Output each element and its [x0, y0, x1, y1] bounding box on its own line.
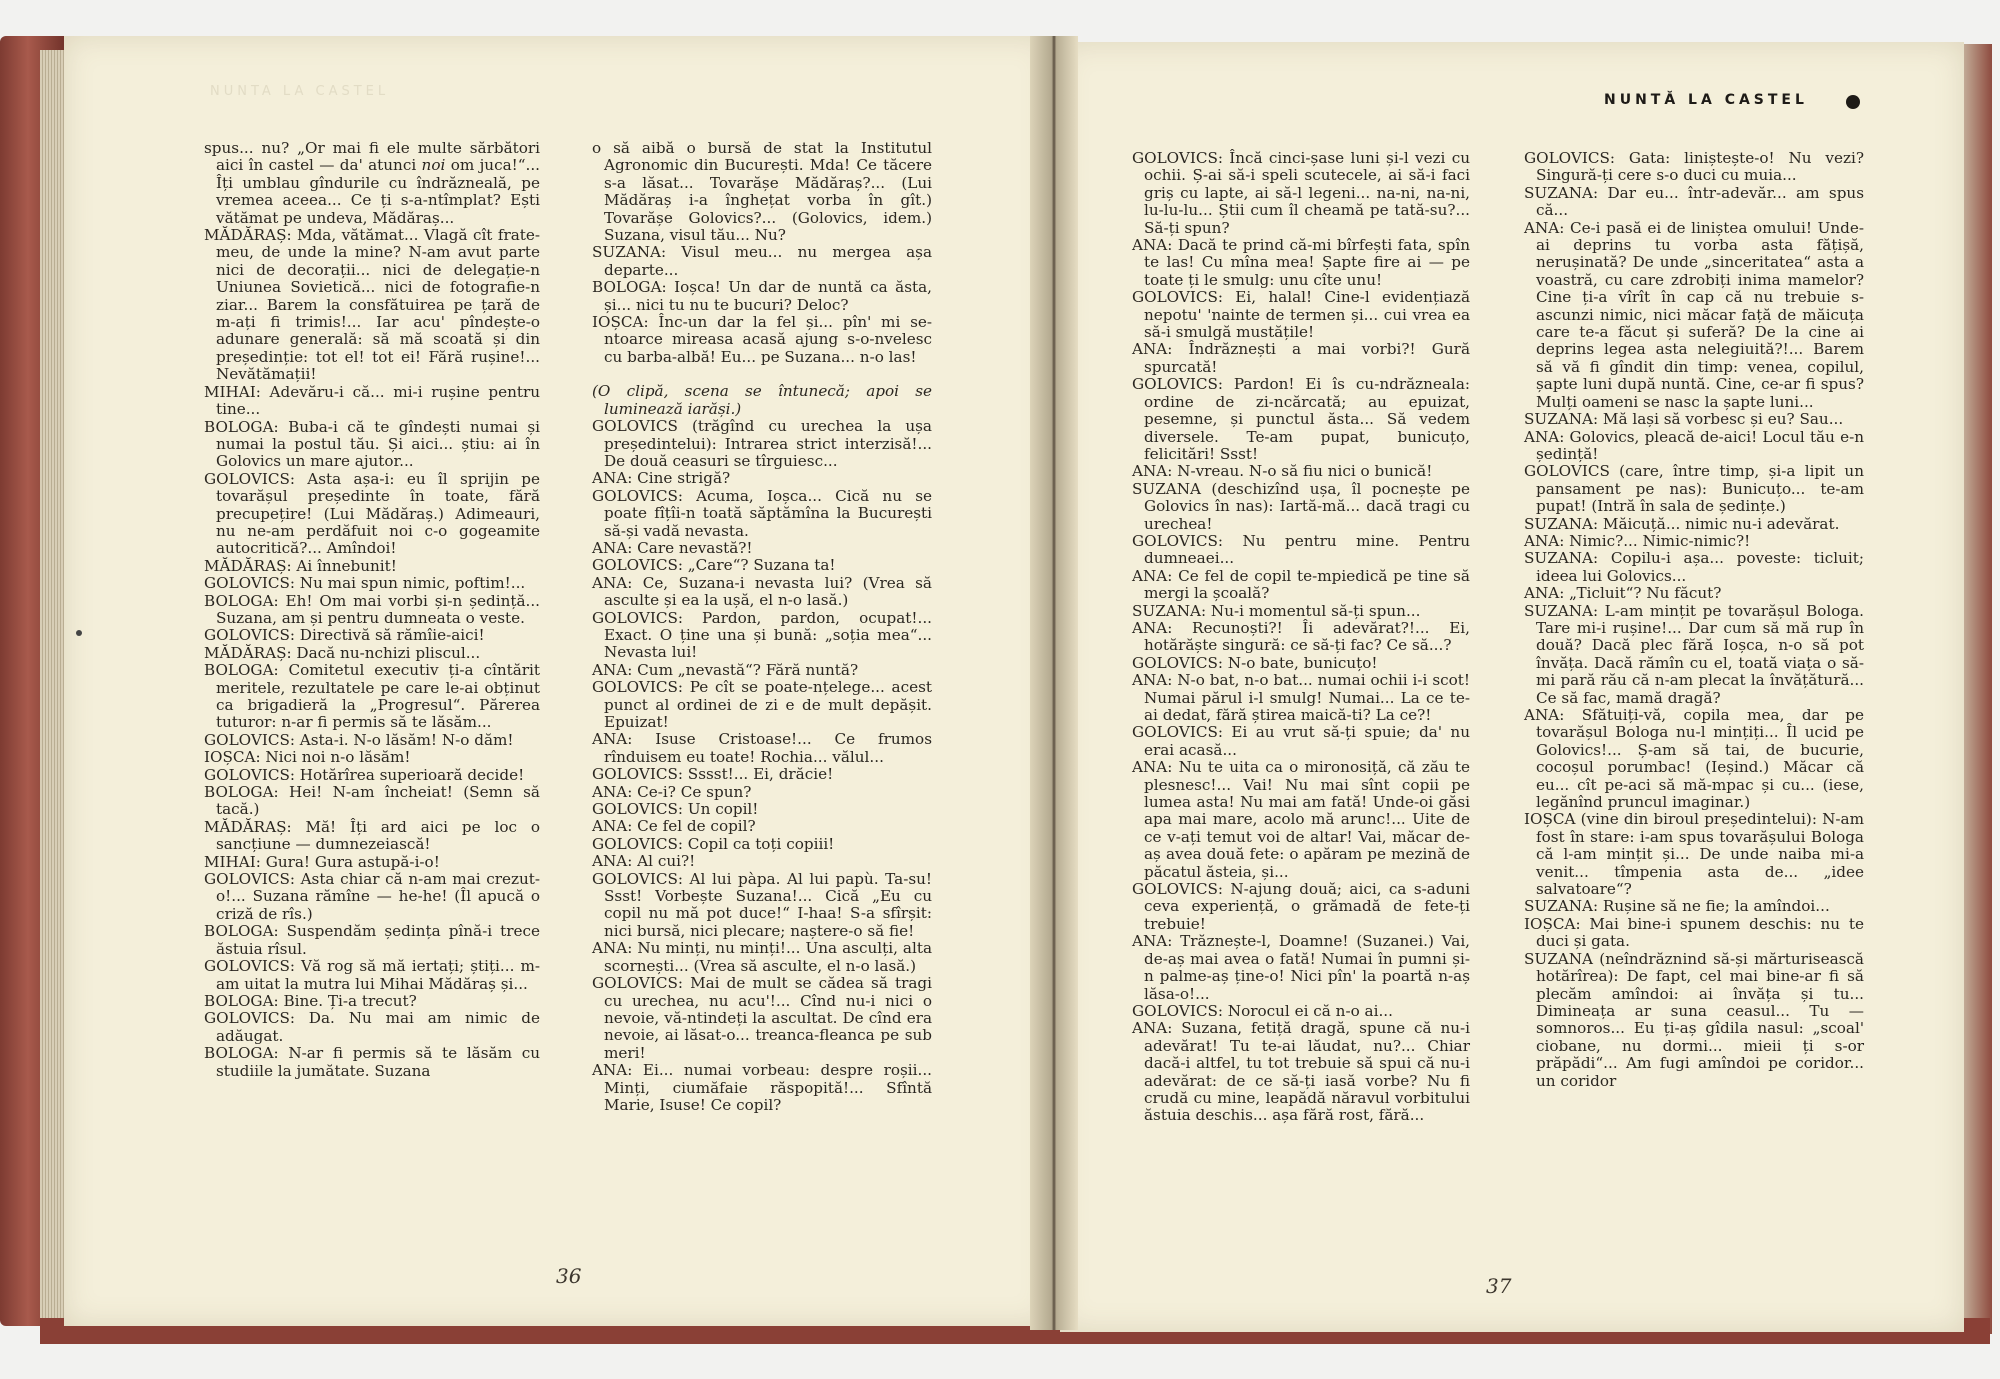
ghost-header: NUNTA LA CASTEL: [210, 84, 390, 99]
dialogue-line: [1132, 603, 1470, 620]
text-run: ANA: Care nevastă?!: [592, 538, 753, 557]
dialogue-line: [592, 575, 932, 610]
text-run: ANA: Ei... numai vorbeau: despre roșii... Minți, ciumăfaie răspopită!... Sfîntă Marie, Isuse! Ce copil?: [592, 1061, 932, 1114]
dialogue-line: [1524, 150, 1864, 185]
text-run: GOLOVICS: N-o bate, bunicuțo!: [1132, 653, 1378, 672]
text-run: ANA: „Ticluit“? Nu făcut?: [1524, 584, 1722, 603]
text-run: IOȘCA (vine din biroul președintelui): N-am fost în stare: i-am spus tovarășului Bologa că l-am mințit și... De unde naiba mi-a venit... tîmpenia asta de... „idee salvatoare“?: [1524, 810, 1864, 899]
dialogue-line: [592, 731, 932, 766]
dialogue-line: [1132, 1003, 1470, 1020]
text-run: GOLOVICS: Asta chiar că n-am mai crezut-o!... Suzana rămîne — he-he! (Îl apucă o criză de rîs.): [204, 870, 540, 923]
text-run: SUZANA: L-am mințit pe tovarășul Bologa. Tare mi-i rușine!... Dar cum să mă rup în două? Dacă plec fără Ioșca, n-o să pot învăța. Dacă rămîn cu el, toată viața o să-mi pară rău că n-am plecat la învățătură... Ce să fac, mamă dragă?: [1524, 601, 1864, 707]
text-run: ANA: N-vreau. N-o să fiu nici o bunică!: [1132, 462, 1433, 481]
dialogue-line: [1132, 533, 1470, 568]
dialogue-line: [1132, 481, 1470, 533]
dialogue-line: [592, 801, 932, 818]
text-run: BOLOGA: Buba-i că te gîndești numai și numai la postul tău. Și aici... știu: ai în Golovics un mare ajutor...: [204, 417, 540, 471]
text-run: o să aibă o bursă de stat la Institutul Agronomic din București. Mda! Ce tăcere s-a lăsat... Tovarășe Mădăraș?... (Lui Mădăraș i-a înghețat vorba în gît.) Tovarășe Golovics?... (Golovics, idem.) Suzana, visul tău... Nu?: [592, 139, 932, 245]
dialogue-line: [1524, 533, 1864, 550]
text-run: SUZANA: Măicuță... nimic nu-i adevărat.: [1524, 514, 1840, 533]
dialogue-line: [1524, 951, 1864, 1090]
running-header: NUNTĂ LA CASTEL: [1604, 92, 1808, 108]
text-run: GOLOVICS: Sssst!... Ei, drăcie!: [592, 765, 834, 784]
text-run: IOȘCA: Mai bine-i spunem deschis: nu te duci și gata.: [1524, 914, 1864, 951]
text-run: ANA: Nu minți, nu minți!... Una asculți, alta scornești... (Vrea să asculte, el n-o lasă.): [592, 939, 932, 975]
text-run: ANA: Ce fel de copil te-mpiedică pe tine să mergi la școală?: [1132, 566, 1470, 603]
text-run: BOLOGA: Eh! Om mai vorbi și-n ședință... Suzana, am și pentru dumneata o veste.: [204, 591, 540, 627]
dialogue-line: [1524, 220, 1864, 411]
dialogue-line: [1132, 620, 1470, 655]
text-run: GOLOVICS: Directivă să rămîie-aici!: [204, 626, 485, 645]
dialogue-line: [592, 871, 932, 941]
dialogue-line: [592, 279, 932, 314]
text-run: BOLOGA: Suspendăm ședința pînă-i trece ăstuia rîsul.: [204, 922, 540, 958]
text-run: GOLOVICS: „Care“? Suzana ta!: [592, 556, 836, 575]
page-mark: [76, 630, 82, 636]
dialogue-line: [204, 471, 540, 558]
dialogue-line: [592, 140, 932, 244]
dialogue-line: [1132, 150, 1470, 237]
text-run: MĂDĂRAȘ: Mă! Îți ard aici pe loc o sancțiune — dumnezeiască!: [204, 817, 540, 854]
dialogue-line: [1132, 759, 1470, 881]
text-run: ANA: Nimic?... Nimic-nimic?!: [1524, 531, 1751, 550]
dialogue-line: [204, 575, 540, 592]
text-run: ANA: Isuse Cristoase!... Ce frumos rînduisem eu toate! Rochia... vălul...: [592, 730, 932, 766]
book-cover-edge: [1960, 44, 1992, 1334]
dialogue-line: [1524, 516, 1864, 533]
dialogue-line: [204, 854, 540, 871]
text-run: IOȘCA: Înc-un dar la fel și... pîn' mi se-ntoarce mireasa acasă ajung s-o-nvelesc cu barba-albă! Eu... pe Suzana... n-o las!: [592, 313, 932, 366]
text-run: GOLOVICS: Încă cinci-șase luni și-l vezi cu ochii. Ș-ai să-i speli scutecele, ai să-i faci griș cu lapte, ai să-l legeni... na-ni, na-ni, lu-lu-lu... Știi cum îl cheamă pe tată-su?... Să-ți spun?: [1132, 149, 1470, 237]
text-run: SUZANA: Dar eu... într-adevăr... am spus că...: [1524, 183, 1864, 220]
dialogue-line: [204, 1045, 540, 1080]
dialogue-line: [592, 679, 932, 731]
dialogue-line: [1524, 811, 1864, 898]
text-run: MĂDĂRAȘ: Ai înnebunit!: [204, 556, 397, 575]
text-run: MĂDĂRAȘ: Mda, vătămat... Vlagă cît frate-meu, de unde la mine? N-am avut parte nici de decorații... nici de delegație-n Uniunea Sovietică... nici de fotografie-n ziar... Barem la consfătuirea pe țară de m-ați fi trimis!... Iar acu' pîndește-o adunare generală: să mă scoată și din președinție: tot el! tot ei! Fără rușine!... Nevătămații!: [204, 226, 540, 384]
page-number-left: 36: [556, 1264, 582, 1288]
text-run: SUZANA: Mă lași să vorbesc și eu? Sau...: [1524, 410, 1844, 429]
text-run: ANA: Ce fel de copil?: [592, 817, 756, 836]
dialogue-line: [592, 940, 932, 975]
dialogue-line: [592, 610, 932, 662]
dialogue-line: [204, 958, 540, 993]
text-run: ANA: Suzana, fetiță dragă, spune că nu-i adevărat! Tu te-ai lăudat, nu?... Chiar dacă-i altfel, tu tot trebuie să spui că nu-i adevărat: de ce să-ți iasă vorbe? Nu fi crudă cu mine, leapădă năravul vorbitului ăstuia deschis... așa fără rost, fără...: [1132, 1019, 1470, 1125]
text-run: BOLOGA: Bine. Ți-a trecut?: [204, 991, 417, 1010]
text-run: GOLOVICS: N-ajung două; aici, ca s-aduni ceva experiență, o grămadă de fete-ți trebuie!: [1132, 880, 1470, 933]
text-run: ANA: Ce, Suzana-i nevasta lui? (Vrea să asculte și ea la ușă, el n-o lasă.): [592, 573, 932, 610]
text-run: ANA: Recunoști?! Îi adevărat?!... Ei, hotărăște singură: ce să-ți fac? Ce să...?: [1132, 618, 1470, 655]
dialogue-line: [1132, 237, 1470, 289]
text-run: ANA: Îndrăznești a mai vorbi?! Gură spurcată!: [1132, 340, 1470, 376]
dialogue-line: [204, 923, 540, 958]
text-run: GOLOVICS: Gata: liniștește-o! Nu vezi? Singură-ți cere s-o duci cu muia...: [1524, 149, 1864, 185]
text-run: MIHAI: Adevăru-i că... mi-i rușine pentru tine...: [204, 382, 540, 419]
text-run: spus... nu? „Or mai fi ele multe sărbători aici în castel — da' atunci: [204, 139, 540, 175]
dialogue-line: [592, 418, 932, 470]
dialogue-line: [1524, 585, 1864, 602]
text-run: GOLOVICS: Nu mai spun nimic, poftim!...: [204, 574, 526, 593]
text-run: ANA: Cum „nevastă“? Fără nuntă?: [592, 660, 859, 679]
text-run: GOLOVICS: Copil ca toți copiii!: [592, 834, 835, 853]
text-run: GOLOVICS: Ei au vrut să-ți spuie; da' nu erai acasă...: [1132, 723, 1470, 759]
dialogue-line: [592, 540, 932, 557]
dialogue-line: [592, 314, 932, 366]
dialogue-line: [1132, 376, 1470, 463]
header-bullet-icon: [1846, 95, 1860, 109]
dialogue-line: [204, 227, 540, 384]
text-run: GOLOVICS (care, între timp, și-a lipit un pansament pe nas): Bunicuțo... te-am pupat! (Intră în sala de ședințe.): [1524, 462, 1864, 516]
text-run: MĂDĂRAȘ: Dacă nu-nchizi pliscul...: [204, 643, 481, 662]
dialogue-line: [204, 627, 540, 644]
dialogue-line: [592, 244, 932, 279]
text-run: GOLOVICS: Da. Nu mai am nimic de adăugat.: [204, 1009, 540, 1045]
dialogue-line: [1524, 463, 1864, 515]
text-run: GOLOVICS: Hotărîrea superioară decide!: [204, 765, 525, 784]
dialogue-line: [1132, 881, 1470, 933]
dialogue-line: [1132, 672, 1470, 724]
dialogue-line: [1524, 185, 1864, 220]
dialogue-line: [1132, 463, 1470, 480]
dialogue-line: [204, 384, 540, 419]
book-gutter: [1030, 36, 1078, 1330]
dialogue-line: [1132, 655, 1470, 672]
text-run: ANA: Cine strigă?: [592, 469, 731, 488]
text-run: GOLOVICS: Pardon, pardon, ocupat!... Exact. O ține una și bună: „soția mea“... Nevasta lui!: [592, 608, 932, 662]
text-run: ANA: N-o bat, n-o bat... numai ochii i-i scot! Numai părul i-l smulg! Numai... La ce te-ai dedat, fără știrea maică-ti? La ce?!: [1132, 671, 1470, 724]
dialogue-line: [1524, 898, 1864, 915]
page-number-right: 37: [1486, 1274, 1512, 1298]
dialogue-line: [1132, 933, 1470, 1003]
dialogue-line: [204, 593, 540, 628]
text-run: IOȘCA: Nici noi n-o lăsăm!: [204, 748, 411, 767]
dialogue-line: [592, 557, 932, 574]
dialogue-line: [204, 749, 540, 766]
dialogue-line: [592, 784, 932, 801]
dialogue-line: [1132, 289, 1470, 341]
text-run: BOLOGA: N-ar fi permis să te lăsăm cu studiile la jumătate. Suzana: [204, 1044, 540, 1080]
dialogue-line: [592, 383, 932, 418]
text-run: BOLOGA: Ioșca! Un dar de nuntă ca ăsta, și... nici tu nu te bucuri? Deloc?: [592, 278, 932, 314]
dialogue-line: [1132, 341, 1470, 376]
dialogue-line: [592, 818, 932, 835]
dialogue-line: [204, 1010, 540, 1045]
dialogue-line: [592, 836, 932, 853]
text-run: BOLOGA: Comitetul executiv ți-a cîntărit meritele, rezultatele pe care le-ai obținut ca brigadieră la „Progresul“. Părerea tuturor: n-ar fi permis să te lăsăm...: [204, 661, 540, 732]
text-run: GOLOVICS: Vă rog să mă iertați; știți... m-am uitat la mutra lui Mihai Mădăraș și...: [204, 957, 540, 993]
dialogue-line: [592, 766, 932, 783]
dialogue-line: [204, 140, 540, 227]
dialogue-line: [204, 767, 540, 784]
text-run: ANA: Ce-i? Ce spun?: [592, 782, 752, 801]
dialogue-line: [1524, 916, 1864, 951]
text-run: GOLOVICS: Asta așa-i: eu îl sprijin pe tovarășul președinte în toate, fără precupețire! (Lui Mădăraș.) Adimeauri, nu ne-am perdăfuit noi c-o gogeamite autocritică?... Amîndoi!: [204, 469, 540, 558]
text-run: ANA: Golovics, pleacă de-aici! Locul tău e-n ședință!: [1524, 427, 1864, 463]
text-column-3: [1132, 150, 1470, 1125]
text-run: ANA: Al cui?!: [592, 852, 696, 871]
dialogue-line: [204, 819, 540, 854]
dialogue-line: [1524, 429, 1864, 464]
dialogue-line: [204, 645, 540, 662]
text-run: GOLOVICS: Pardon! Ei îs cu-ndrăzneala: ordine de zi-ncărcată; au epuizat, pesemne, și punctul ăsta... Să vedem diversele. Te-am pupat, bunicuțo, felicitări! Ssst!: [1132, 375, 1470, 463]
text-run: GOLOVICS: Ei, halal! Cine-l evidențiază nepotu' 'nainte de termen și... cui vrea ea să-i smulgă mustățile!: [1132, 288, 1470, 342]
dialogue-line: [1524, 550, 1864, 585]
text-run: ANA: Nu te uita ca o mironosiță, că zău te plesnesc!... Vai! Nu mai sînt copii pe lumea asta! Nu mai am fată! Unde-oi găsi apa mai mare, acolo mă arunc!... Uite de ce v-ați temut voi de altar! Vai, măcar de-aș avea două fete: o apăram pe mezină de păcatul ăsteia, și...: [1132, 758, 1470, 881]
dialogue-line: [1524, 603, 1864, 707]
text-run: GOLOVICS: Acuma, Ioșca... Cică nu se poate fîțîi-n toată săptămîna la București să-și vadă nevasta.: [592, 486, 932, 540]
dialogue-line: [204, 784, 540, 819]
text-run: (O clipă, scena se întunecă; apoi se luminează iarăși.): [592, 382, 932, 418]
text-run: MIHAI: Gura! Gura astupă-i-o!: [204, 852, 440, 871]
dialogue-line: [1524, 411, 1864, 428]
dialogue-line: [204, 993, 540, 1010]
dialogue-line: [204, 732, 540, 749]
text-run: ANA: Ce-i pasă ei de liniștea omului! Unde-ai deprins tu vorba asta fățișă, nerușinată? De unde „sinceritatea“ asta a voastră, cu care zdrobiți inima mamelor? Cine ți-a vîrît în cap că nu trebuie s-ascunzi nimic, nici măcar față de măicuța care te-a făcut și suferă? De la cine ai deprins legea asta nelegiuită?!... Barem să vă fi gîndit din timp: venea, copilul, șapte luni după nuntă. Cine, ce-ar fi spus? Mulți oameni se nasc la șapte luni...: [1524, 218, 1864, 411]
dialogue-line: [1524, 707, 1864, 811]
text-run: GOLOVICS: Nu pentru mine. Pentru dumneaei...: [1132, 531, 1470, 568]
dialogue-line: [592, 662, 932, 679]
dialogue-line: [592, 975, 932, 1062]
text-run: om juca!“... Îți umblau gîndurile cu îndrăzneală, pe vremea aceea... Ce ți s-a-ntîmplat? Ești vătămat pe undeva, Mădăraș...: [216, 156, 540, 227]
dialogue-line: [204, 662, 540, 732]
text-run: ANA: Trăznește-l, Doamne! (Suzanei.) Vai, de-aș mai avea o fată! Numai în pumni și-n palme-aș ține-o! Nici pîn' la poartă n-aș lăsa-o!...: [1132, 932, 1470, 1003]
text-run: SUZANA: Visul meu... nu mergea așa departe...: [592, 243, 932, 279]
dialogue-line: [592, 488, 932, 540]
text-run: GOLOVICS: Asta-i. N-o lăsăm! N-o dăm!: [204, 730, 514, 749]
text-run: SUZANA (neîndrăznind să-și mărturisească hotărîrea): De fapt, cel mai bine-ar fi să plecăm amîndoi: ai învăța și tu... Dimineața ar suna ceasul... Tu — somnoros... Eu ți-aș gîdila nasul: „scoal' ciobane, nu dormi... mieii ți s-or prăpădi“... Am fugi amîndoi pe coridor... un coridor: [1524, 949, 1864, 1090]
text-run: GOLOVICS: Mai de mult se cădea să tragi cu urechea, nu acu'!... Cînd nu-i nici o nevoie, vă-ntindeți la ascultat. De cînd era nevoie, ai lăsat-o... treanca-fleanca pe sub meri!: [592, 974, 932, 1062]
text-column-2: [592, 140, 932, 1114]
text-column-1: [204, 140, 540, 1080]
dialogue-line: [1132, 568, 1470, 603]
dialogue-line: [1132, 1020, 1470, 1124]
dialogue-line: [1132, 724, 1470, 759]
dialogue-line: [592, 1062, 932, 1114]
text-run: noi: [421, 156, 446, 175]
text-run: GOLOVICS (trăgînd cu urechea la ușa președintelui): Intrarea strict interzisă!... De două ceasuri se tîrguiesc...: [592, 417, 932, 470]
text-run: SUZANA: Rușine să ne fie; la amîndoi...: [1524, 897, 1830, 916]
dialogue-line: [204, 871, 540, 923]
text-run: GOLOVICS: Al lui pàpa. Al lui papù. Ta-su! Ssst! Vorbește Suzana!... Cică „Eu cu copil nu mă pot duce!“ I-haa! S-a sfîrșit: nici bursă, nici plecare; naștere-o să fie!: [592, 869, 932, 940]
dialogue-line: [592, 470, 932, 487]
text-column-4: [1524, 150, 1864, 1090]
text-run: ANA: Dacă te prind că-mi bîrfești fata, spîn te las! Cu mîna mea! Șapte fire ai — pe toate ți le smulg: unu cîte unu!: [1132, 236, 1470, 289]
dialogue-line: [592, 853, 932, 870]
text-run: GOLOVICS: Norocul ei că n-o ai...: [1132, 1001, 1393, 1020]
dialogue-line: [204, 558, 540, 575]
text-run: SUZANA: Nu-i momentul să-ți spun...: [1132, 601, 1421, 620]
text-run: SUZANA: Copilu-i așa... poveste: ticluit; ideea lui Golovics...: [1524, 549, 1864, 585]
text-run: ANA: Sfătuiți-vă, copila mea, dar pe tovarășul Bologa nu-l mințiți... Îl ucid pe Golovics!... Ș-am să tai, de bucurie, cocoșul porumbac! (Ieșind.) Măcar că eu... cît pe-aci să mă-mpac și cu... (iese, legănînd pruncul imaginar.): [1524, 706, 1864, 812]
dialogue-line: [204, 419, 540, 471]
text-run: GOLOVICS: Pe cît se poate-nțelege... acest punct al ordinei de zi e de mult depășit. Epuizat!: [592, 678, 932, 731]
text-run: BOLOGA: Hei! N-am încheiat! (Semn să tacă.): [204, 783, 540, 819]
text-run: SUZANA (deschizînd ușa, îl pocnește pe Golovics în nas): Iartă-mă... dacă tragi cu urechea!: [1132, 479, 1470, 533]
text-run: GOLOVICS: Un copil!: [592, 800, 759, 819]
